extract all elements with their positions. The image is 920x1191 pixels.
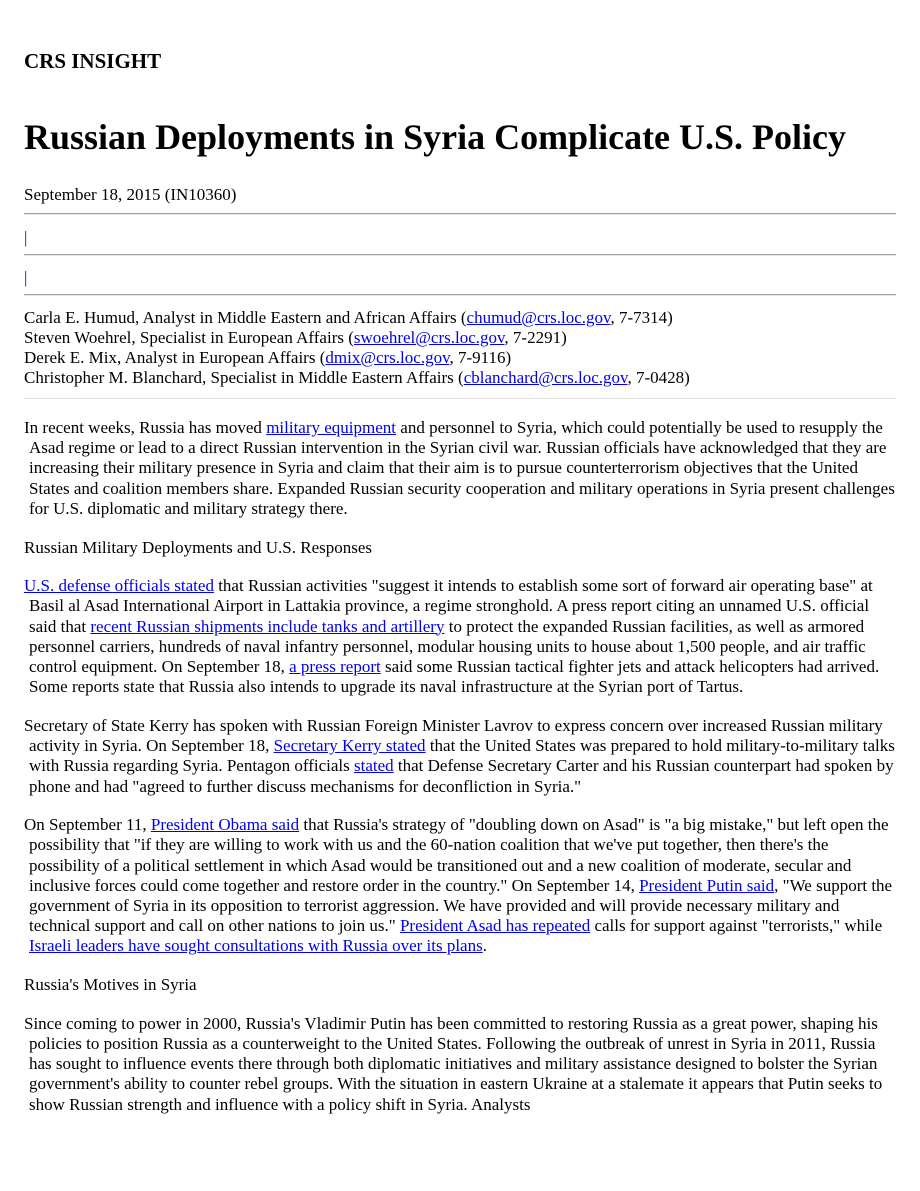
author-email-link[interactable]: chumud@crs.loc.gov: [466, 308, 611, 327]
author-email-link[interactable]: dmix@crs.loc.gov: [325, 348, 450, 367]
article-body: [24, 418, 896, 1133]
paragraph: Since coming to power in 2000, Russia's Vladimir Putin has been committed to restoring Russia as a great power, shaping his policies to position Russia as a counterweight to the United States. Following the outbreak of unrest in Syria in 2011, Russia has sought to influence events there through both diplomatic initiatives and military assistance designed to bolster the Syrian government's ability to counter rebel groups. With the situation in eastern Ukraine at a stalemate it appears that Putin seeks to show Russian strength and influence with a policy shift in Syria. Analysts: [24, 1013, 883, 1114]
author-list: [24, 308, 690, 388]
inline-link[interactable]: a press report: [289, 657, 381, 677]
divider: [24, 213, 896, 215]
paragraph: Secretary of State Kerry has spoken with Russian Foreign Minister Lavrov to express concern over increased Russian military activity in Syria. On September 18, Secretary Kerry stated that the United States was prepared to hold military-to-military talks with Russia regarding Syria. Pentagon officials stated that Defense Secretary Carter and his Russian counterpart had spoken by phone and had "agreed to further discuss mechanisms for deconfliction in Syria.": [24, 715, 895, 796]
author-email-link[interactable]: swoehrel@crs.loc.gov: [353, 328, 505, 347]
inline-link[interactable]: stated: [354, 756, 394, 776]
inline-link[interactable]: President Obama said: [150, 815, 300, 835]
author-line: Steven Woehrel, Specialist in European Affairs (swoehrel@crs.loc.gov, 7-2291): [24, 328, 567, 347]
inline-link[interactable]: Israeli leaders have sought consultations with Russia over its plans: [29, 936, 483, 956]
inline-link[interactable]: President Asad has repeated: [399, 916, 591, 936]
publication-date: September 18, 2015 (IN10360): [24, 185, 237, 204]
author-line: Derek E. Mix, Analyst in European Affairs (dmix@crs.loc.gov, 7-9116): [24, 348, 512, 367]
inline-link[interactable]: Secretary Kerry stated: [273, 736, 426, 756]
separator-link[interactable]: |: [24, 228, 28, 247]
page-title: Russian Deployments in Syria Complicate U.S. Policy: [24, 117, 847, 157]
section-heading: Russian Military Deployments and U.S. Responses: [24, 537, 373, 557]
divider: [24, 254, 896, 256]
author-line: Carla E. Humud, Analyst in Middle Eastern and African Affairs (chumud@crs.loc.gov, 7-7314): [24, 308, 673, 327]
inline-link[interactable]: U.S. defense officials stated: [24, 576, 214, 596]
paragraph: On September 11, President Obama said that Russia's strategy of "doubling down on Asad" is "a big mistake," but left open the possibility that "if they are willing to work with us and the 60-nation coalition that we've put together, then there's the possibility of a political settlement in which Asad would be transitioned out and a new coalition of moderate, secular and inclusive forces could come together and restore order in the country." On September 14, President Putin said, "We support the government of Syria in its opposition to terrorist aggression. We have provided and will provide necessary military and technical support and call on other nations to join us." President Asad has repeated calls for support against "terrorists," while Israeli leaders have sought consultations with Russia over its plans.: [24, 815, 893, 956]
divider: [24, 294, 896, 296]
inline-link[interactable]: President Putin said: [639, 875, 775, 895]
inline-link[interactable]: military equipment: [266, 418, 397, 437]
inline-link[interactable]: recent Russian shipments include tanks and artillery: [90, 616, 445, 636]
author-email-link[interactable]: cblanchard@crs.loc.gov: [463, 368, 628, 387]
author-line: Christopher M. Blanchard, Specialist in Middle Eastern Affairs (cblanchard@crs.loc.gov, 7-0428): [24, 368, 690, 387]
report-label: CRS INSIGHT: [24, 49, 162, 73]
divider: [24, 398, 896, 399]
section-heading: Russia's Motives in Syria: [24, 975, 197, 995]
paragraph: U.S. defense officials stated that Russian activities "suggest it intends to establish some sort of forward air operating base" at Basil al Asad International Airport in Lattakia province, a regime stronghold. A press report citing an unnamed U.S. official said that recent Russian shipments include tanks and artillery to protect the expanded Russian facilities, as well as armored personnel carriers, hundreds of naval infantry personnel, modular housing units to house about 1,500 people, and air traffic control equipment. On September 18, a press report said some Russian tactical fighter jets and attack helicopters had arrived. Some reports state that Russia also intends to upgrade its naval infrastructure at the Syrian port of Tartus.: [24, 576, 880, 697]
separator-link[interactable]: |: [24, 268, 28, 287]
paragraph: In recent weeks, Russia has moved military equipment and personnel to Syria, which could potentially be used to resupply the Asad regime or lead to a direct Russian intervention in the Syrian civil war. Russian officials have acknowledged that they are increasing their military presence in Syria and claim that their aim is to pursue counterterrorism objectives that the United States and coalition members share. Expanded Russian security cooperation and military operations in Syria present challenges for U.S. diplomatic and military strategy there.: [24, 418, 895, 518]
